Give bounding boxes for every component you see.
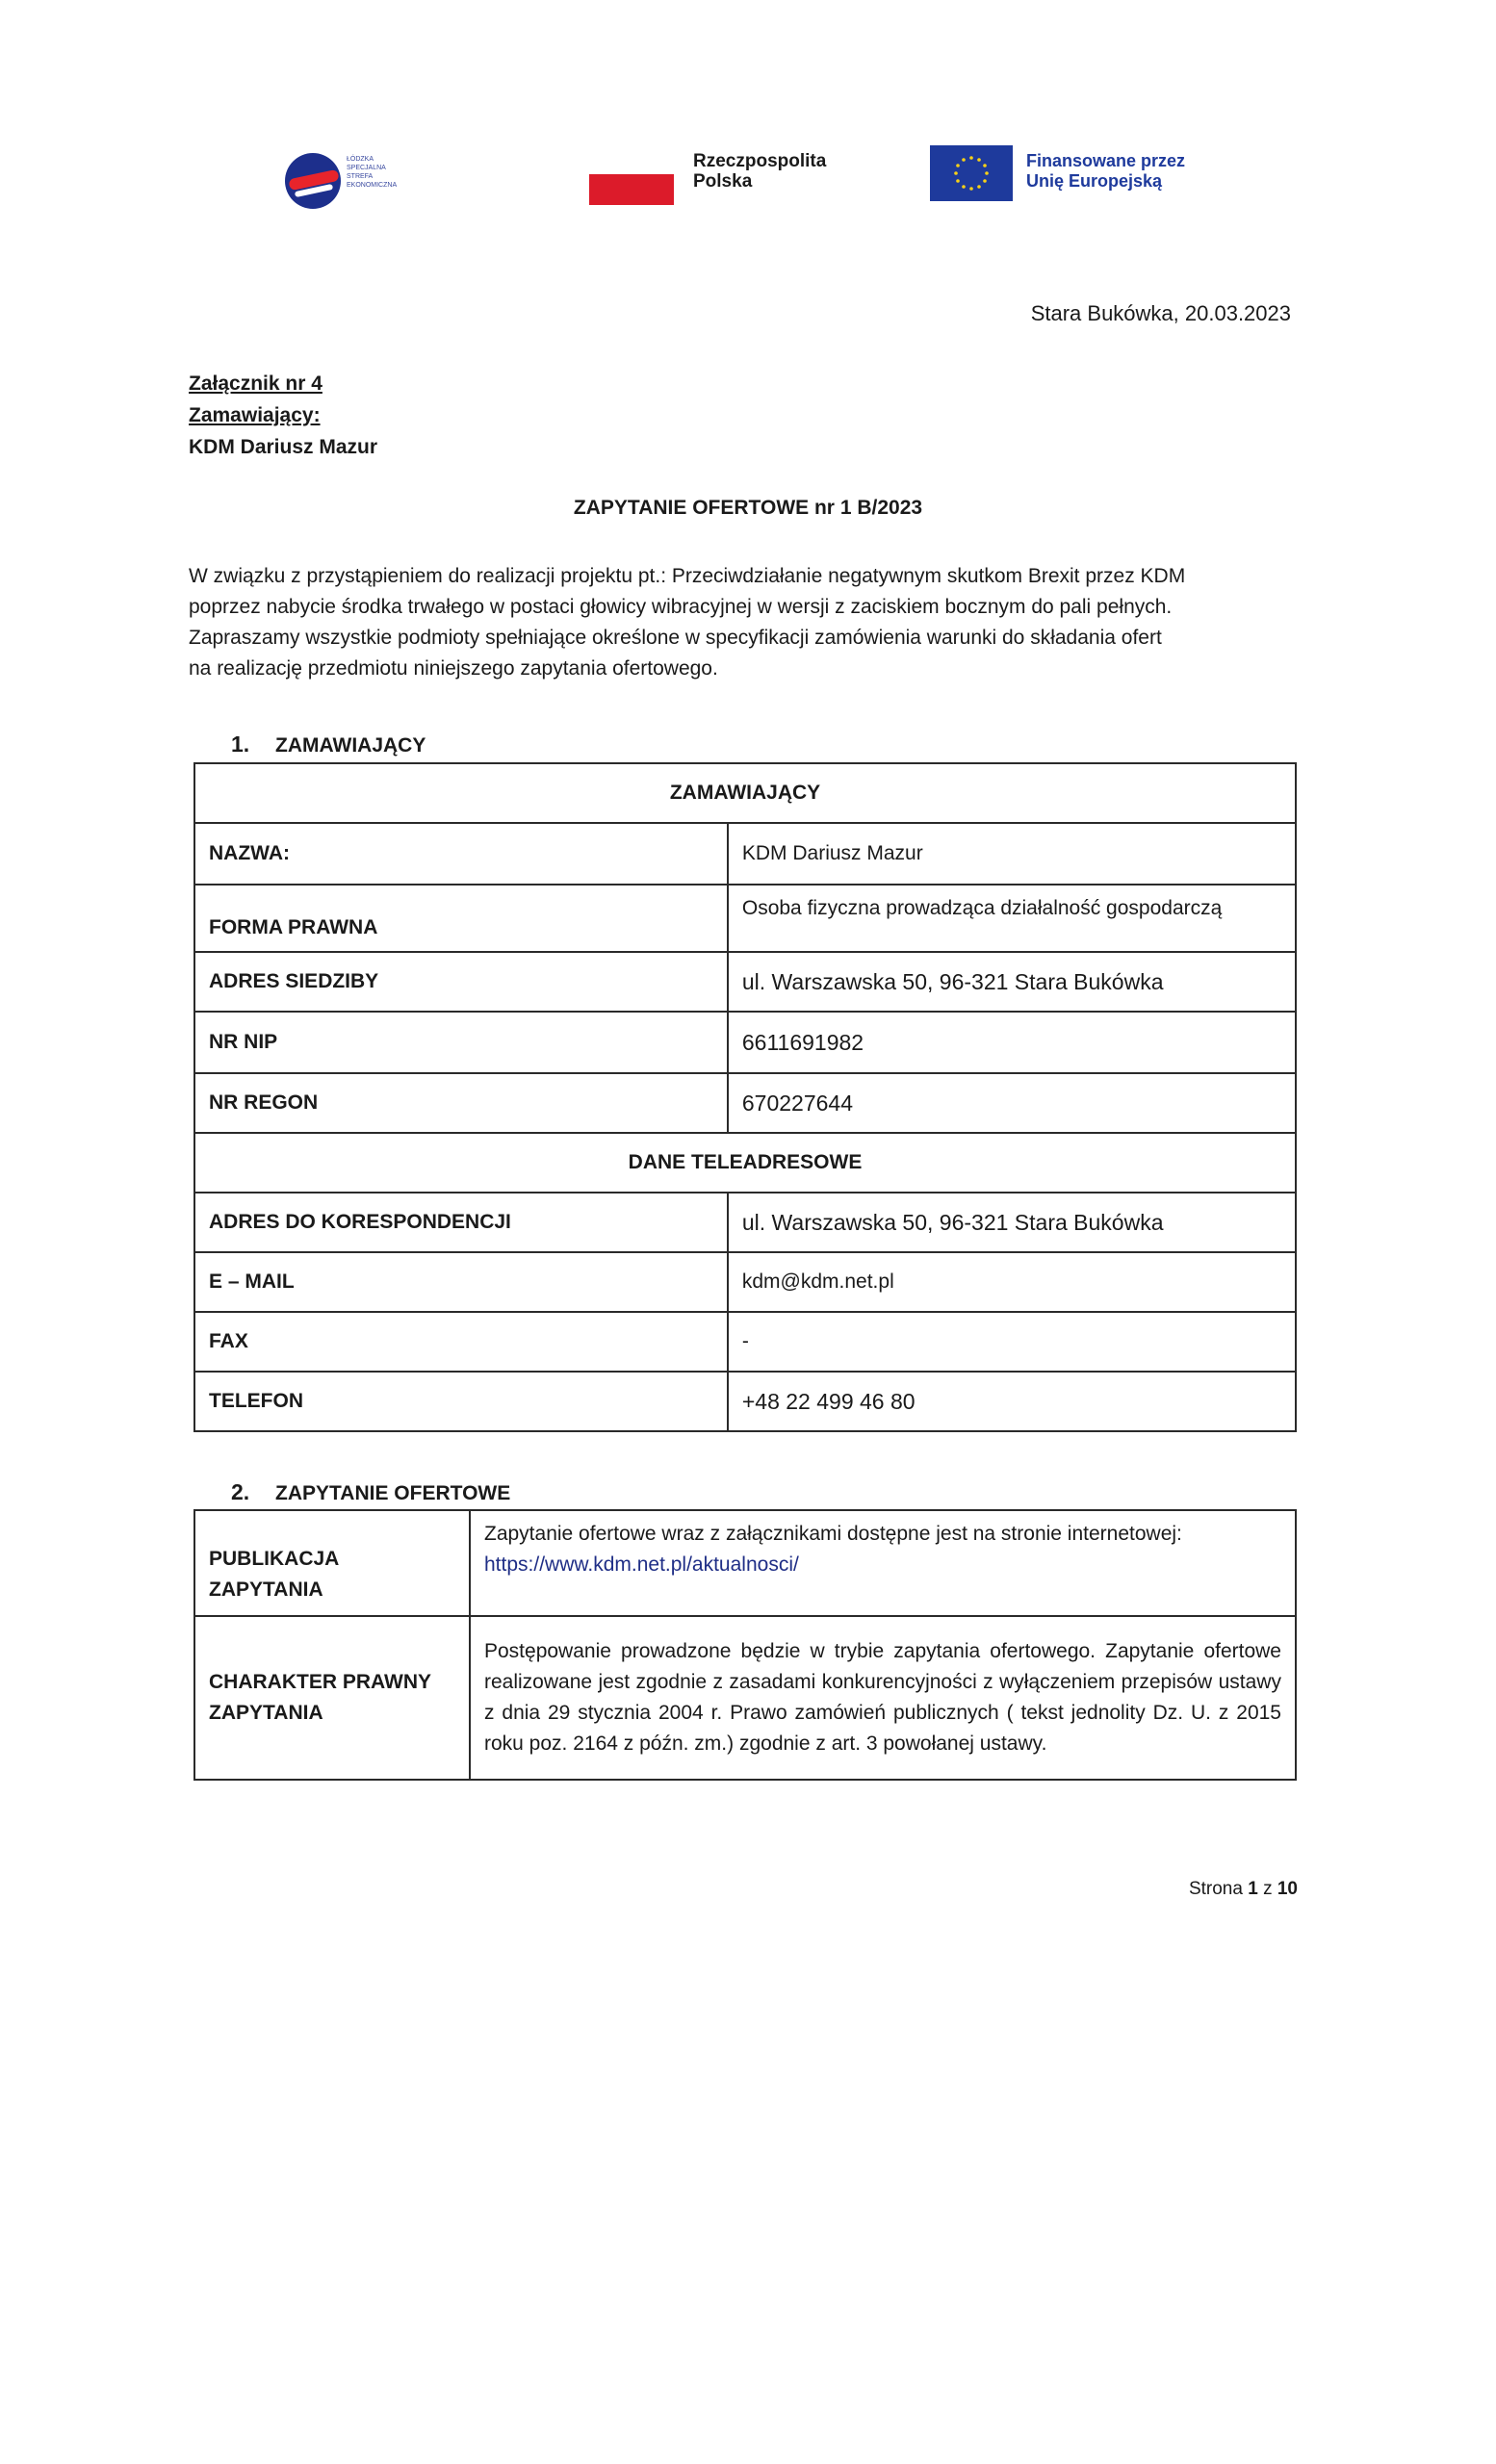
intro-line: W związku z przystąpieniem do realizacji projektu pt.: Przeciwdziałanie negatywnym skutkom Brexit przez KDM: [189, 565, 1186, 587]
row-label: PUBLIKACJA ZAPYTANIA: [194, 1510, 470, 1616]
table-row: [194, 1510, 1296, 1616]
table-subheader: DANE TELEADRESOWE: [194, 1133, 1296, 1193]
document-date: Stara Bukówka, 20.03.2023: [1030, 301, 1291, 325]
row-value: KDM Dariusz Mazur: [728, 823, 1296, 885]
attachment-label: Załącznik nr 4: [189, 372, 322, 395]
ordering-party-name: KDM Dariusz Mazur: [189, 436, 378, 458]
section-number: 1.: [231, 732, 250, 757]
table-row: [194, 885, 1296, 952]
row-value: ul. Warszawska 50, 96-321 Stara Bukówka: [728, 952, 1296, 1012]
table-row: [194, 1372, 1296, 1431]
row-label: FORMA PRAWNA: [194, 885, 728, 952]
row-value: ul. Warszawska 50, 96-321 Stara Bukówka: [728, 1193, 1296, 1252]
row-label: [194, 1616, 470, 1780]
row-label: NR NIP: [194, 1012, 728, 1073]
table-row: [194, 823, 1296, 885]
row-label: ADRES DO KORESPONDENCJI: [194, 1193, 728, 1252]
ssse-logo-icon: [285, 153, 341, 209]
section-number: 2.: [231, 1479, 250, 1504]
page-number: Strona 1 z 10: [1188, 1879, 1298, 1899]
row-value: +48 22 499 46 80: [728, 1372, 1296, 1431]
table-row: [194, 1616, 1296, 1780]
row-value: 6611691982: [728, 1012, 1296, 1073]
ordering-party-label: Zamawiający:: [189, 404, 321, 426]
table-header-row: [194, 1133, 1296, 1193]
row-value: Postępowanie prowadzone będzie w trybie zapytania ofertowego. Zapytanie ofertowe realizowane jest zgodnie z zasadami konkurencyjności z wyłączeniem przepisów ustawy z dnia 29 stycznia 2004 r. Prawo zamówień publicznych ( tekst jednolity Dz. U. z 2015 roku poz. 2164 z późn. zm.) zgodnie z art. 3 powołanej ustawy.: [470, 1616, 1296, 1780]
header-logos: [0, 140, 1496, 217]
table-row: [194, 1312, 1296, 1372]
section-2-title: [231, 1479, 510, 1505]
ordering-party-table: [193, 762, 1297, 1432]
row-label: E – MAIL: [194, 1252, 728, 1312]
row-value: kdm@kdm.net.pl: [728, 1252, 1296, 1312]
ssse-logo-text: ŁÓDZKA SPECJALNA STREFA EKONOMICZNA: [347, 156, 398, 189]
eu-logo: [930, 145, 1219, 207]
publication-text: Zapytanie ofertowe wraz z załącznikami dostępne jest na stronie internetowej:: [484, 1523, 1182, 1545]
row-label: TELEFON: [194, 1372, 728, 1431]
table-row: [194, 1252, 1296, 1312]
eu-logo-text: Finansowane przez Unię Europejską: [1026, 151, 1186, 191]
label-line: ZAPYTANIA: [209, 1702, 323, 1724]
row-value: [470, 1510, 1296, 1616]
intro-line: Zapraszamy wszystkie podmioty spełniające określone w specyfikacji zamówienia warunki do składania ofert: [189, 627, 1162, 649]
polish-flag-icon: [589, 174, 674, 205]
table-row: [194, 952, 1296, 1012]
intro-line: na realizację przedmiotu niniejszego zapytania ofertowego.: [189, 657, 718, 680]
document-title: ZAPYTANIE OFERTOWE nr 1 B/2023: [573, 497, 923, 519]
table-row: [194, 1012, 1296, 1073]
row-label: NAZWA:: [194, 823, 728, 885]
row-label: FAX: [194, 1312, 728, 1372]
section-1-title: [231, 732, 426, 757]
ssse-logo: [285, 147, 400, 215]
rzeczpospolita-logo: [589, 151, 859, 209]
rzeczpospolita-logo-text: Rzeczpospolita Polska: [693, 151, 827, 192]
inquiry-table: [193, 1509, 1297, 1781]
eu-flag-icon: [930, 145, 1013, 201]
label-line: CHARAKTER PRAWNY: [209, 1671, 431, 1693]
intro-paragraph: [189, 561, 1296, 684]
row-value: -: [728, 1312, 1296, 1372]
section-title-text: ZAMAWIAJĄCY: [275, 734, 426, 757]
row-label: ADRES SIEDZIBY: [194, 952, 728, 1012]
table-row: [194, 1073, 1296, 1133]
row-label: NR REGON: [194, 1073, 728, 1133]
row-value: 670227644: [728, 1073, 1296, 1133]
attachment-block: [189, 368, 377, 463]
row-value: Osoba fizyczna prowadząca działalność gospodarczą: [728, 885, 1296, 952]
intro-line: poprzez nabycie środka trwałego w postaci głowicy wibracyjnej w wersji z zaciskiem bocznym do pali pełnych.: [189, 596, 1173, 618]
table-header: ZAMAWIAJĄCY: [194, 763, 1296, 823]
publication-link[interactable]: https://www.kdm.net.pl/aktualnosci/: [484, 1553, 799, 1576]
table-header-row: [194, 763, 1296, 823]
table-row: [194, 1193, 1296, 1252]
section-title-text: ZAPYTANIE OFERTOWE: [275, 1482, 511, 1504]
